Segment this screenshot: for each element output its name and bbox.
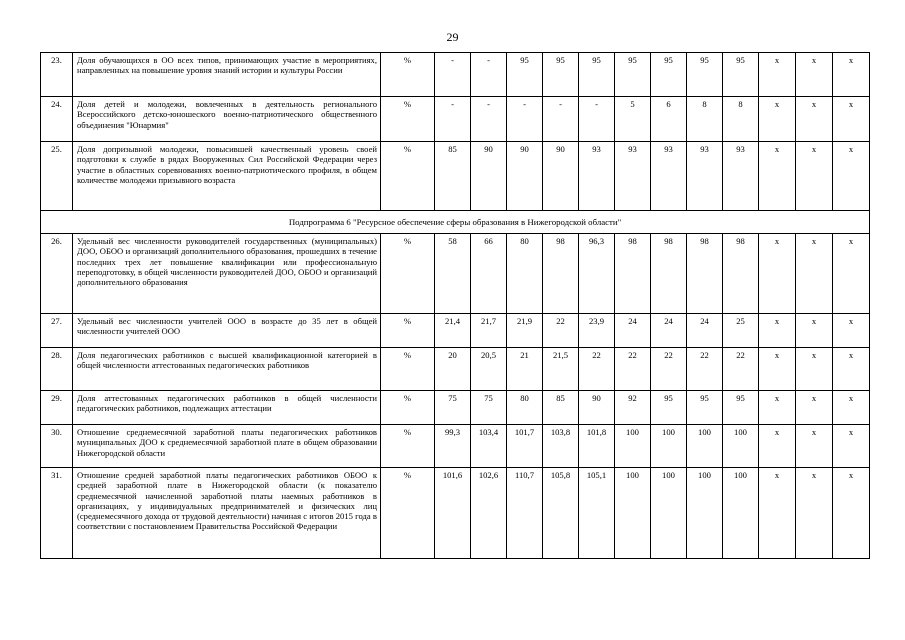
table-row [41, 97, 870, 142]
value-cell: 98 [651, 234, 687, 314]
value-cell: х [796, 348, 833, 391]
value-cell: 92 [615, 391, 651, 425]
value-cell: 80 [507, 391, 543, 425]
value-cell: 100 [723, 468, 759, 559]
value-cell: 80 [507, 234, 543, 314]
unit-cell: % [381, 142, 435, 211]
value-cell: х [796, 468, 833, 559]
indicator-description: Удельный вес численности учителей ООО в возрасте до 35 лет в общей численности учителей ООО [73, 314, 381, 348]
value-cell: 95 [579, 53, 615, 97]
value-cell: х [833, 348, 870, 391]
value-cell: 85 [543, 391, 579, 425]
value-cell: 101,7 [507, 425, 543, 468]
row-number: 24. [41, 97, 73, 142]
table-row [41, 234, 870, 314]
value-cell: 85 [435, 142, 471, 211]
indicator-description: Доля обучающихся в ОО всех типов, принимающих участие в мероприятиях, направленных на повышение уровня знаний истории и культуры России [73, 53, 381, 97]
value-cell: 100 [615, 425, 651, 468]
row-number: 28. [41, 348, 73, 391]
value-cell: х [759, 468, 796, 559]
value-cell: х [759, 234, 796, 314]
value-cell: х [796, 142, 833, 211]
value-cell: 101,8 [579, 425, 615, 468]
unit-cell: % [381, 348, 435, 391]
value-cell: 21,5 [543, 348, 579, 391]
value-cell: 98 [543, 234, 579, 314]
value-cell: 20 [435, 348, 471, 391]
table-row [41, 425, 870, 468]
value-cell: х [796, 234, 833, 314]
table-row [41, 53, 870, 97]
value-cell: 93 [651, 142, 687, 211]
row-number: 23. [41, 53, 73, 97]
value-cell: - [543, 97, 579, 142]
value-cell: х [759, 97, 796, 142]
value-cell: 21 [507, 348, 543, 391]
table-body [41, 53, 870, 559]
value-cell: х [833, 425, 870, 468]
value-cell: 95 [615, 53, 651, 97]
value-cell: 21,9 [507, 314, 543, 348]
value-cell: 93 [579, 142, 615, 211]
value-cell: 22 [579, 348, 615, 391]
row-number: 29. [41, 391, 73, 425]
table-row [41, 142, 870, 211]
value-cell: х [833, 142, 870, 211]
value-cell: 110,7 [507, 468, 543, 559]
value-cell: 105,1 [579, 468, 615, 559]
page-number: 29 [446, 30, 459, 44]
value-cell: 96,3 [579, 234, 615, 314]
value-cell: - [579, 97, 615, 142]
value-cell: х [759, 314, 796, 348]
value-cell: 21,4 [435, 314, 471, 348]
value-cell: 75 [435, 391, 471, 425]
value-cell: 100 [615, 468, 651, 559]
value-cell: 93 [615, 142, 651, 211]
value-cell: 58 [435, 234, 471, 314]
value-cell: 22 [723, 348, 759, 391]
unit-cell: % [381, 314, 435, 348]
value-cell: х [833, 314, 870, 348]
value-cell: - [507, 97, 543, 142]
value-cell: х [833, 97, 870, 142]
value-cell: 98 [723, 234, 759, 314]
value-cell: х [796, 53, 833, 97]
value-cell: 95 [723, 53, 759, 97]
value-cell: 5 [615, 97, 651, 142]
value-cell: 8 [687, 97, 723, 142]
value-cell: х [796, 97, 833, 142]
value-cell: х [833, 391, 870, 425]
value-cell: 8 [723, 97, 759, 142]
value-cell: х [759, 53, 796, 97]
table-row [41, 391, 870, 425]
value-cell: 98 [615, 234, 651, 314]
section-row [41, 211, 870, 234]
value-cell: 95 [543, 53, 579, 97]
value-cell: 24 [651, 314, 687, 348]
unit-cell: % [381, 97, 435, 142]
value-cell: 99,3 [435, 425, 471, 468]
value-cell: 22 [615, 348, 651, 391]
value-cell: 95 [651, 391, 687, 425]
value-cell: 100 [687, 425, 723, 468]
value-cell: 95 [651, 53, 687, 97]
value-cell: 100 [651, 425, 687, 468]
indicator-description: Доля педагогических работников с высшей квалификационной категорией в общей численности аттестованных педагогических работников [73, 348, 381, 391]
value-cell: - [471, 53, 507, 97]
value-cell: х [796, 391, 833, 425]
value-cell: 100 [723, 425, 759, 468]
indicator-description: Отношение среднемесячной заработной платы педагогических работников муниципальных ДОО к среднемесячной заработной плате в общем образовании Нижегородской области [73, 425, 381, 468]
unit-cell: % [381, 234, 435, 314]
indicator-description: Отношение средней заработной платы педагогических работников ОБОО к средней заработной плате в Нижегородской области (к показателю среднемесячной начисленной заработной платы наемных работников в организациях, у индивидуальных предпринимателей и физических лиц (среднемесячного дохода от трудовой деятельности) начиная с итогов 2015 года в соответствии с постановлением Правительства Российской Федерации [73, 468, 381, 559]
unit-cell: % [381, 391, 435, 425]
value-cell: 95 [723, 391, 759, 425]
value-cell: 22 [651, 348, 687, 391]
table-row [41, 348, 870, 391]
value-cell: х [759, 142, 796, 211]
value-cell: х [796, 314, 833, 348]
row-number: 30. [41, 425, 73, 468]
value-cell: х [759, 425, 796, 468]
value-cell: 100 [651, 468, 687, 559]
value-cell: х [759, 391, 796, 425]
row-number: 25. [41, 142, 73, 211]
value-cell: 90 [579, 391, 615, 425]
value-cell: 105,8 [543, 468, 579, 559]
section-title: Подпрограмма 6 "Ресурсное обеспечение сферы образования в Нижегородской области" [41, 211, 870, 234]
value-cell: 24 [687, 314, 723, 348]
value-cell: 22 [687, 348, 723, 391]
row-number: 31. [41, 468, 73, 559]
value-cell: 93 [687, 142, 723, 211]
value-cell: 95 [507, 53, 543, 97]
value-cell: 98 [687, 234, 723, 314]
value-cell: - [435, 53, 471, 97]
value-cell: 103,4 [471, 425, 507, 468]
value-cell: 25 [723, 314, 759, 348]
value-cell: 24 [615, 314, 651, 348]
value-cell: х [833, 53, 870, 97]
unit-cell: % [381, 468, 435, 559]
indicators-table [40, 52, 870, 559]
value-cell: 102,6 [471, 468, 507, 559]
value-cell: 90 [471, 142, 507, 211]
value-cell: х [796, 425, 833, 468]
table-row [41, 468, 870, 559]
value-cell: 95 [687, 53, 723, 97]
value-cell: 100 [687, 468, 723, 559]
table-row [41, 314, 870, 348]
value-cell: 21,7 [471, 314, 507, 348]
value-cell: 22 [543, 314, 579, 348]
value-cell: 75 [471, 391, 507, 425]
value-cell: 95 [687, 391, 723, 425]
indicator-description: Доля допризывной молодежи, повысившей качественный уровень своей подготовки к службе в рядах Вооруженных Сил Российской Федерации через участие в областных соревнованиях военно-патриотического профиля, в общем количестве молодежи призывного возраста [73, 142, 381, 211]
value-cell: 6 [651, 97, 687, 142]
value-cell: 101,6 [435, 468, 471, 559]
value-cell: 93 [723, 142, 759, 211]
value-cell: 90 [543, 142, 579, 211]
unit-cell: % [381, 425, 435, 468]
value-cell: 23,9 [579, 314, 615, 348]
value-cell: х [759, 348, 796, 391]
row-number: 27. [41, 314, 73, 348]
value-cell: х [833, 234, 870, 314]
value-cell: х [833, 468, 870, 559]
indicator-description: Доля аттестованных педагогических работников в общей численности педагогических работников, подлежащих аттестации [73, 391, 381, 425]
value-cell: 20,5 [471, 348, 507, 391]
value-cell: 66 [471, 234, 507, 314]
value-cell: 103,8 [543, 425, 579, 468]
indicator-description: Доля детей и молодежи, вовлеченных в деятельность регионального Всероссийского детско-юношеского военно-патриотического общественного объединения "Юнармия" [73, 97, 381, 142]
value-cell: - [471, 97, 507, 142]
row-number: 26. [41, 234, 73, 314]
unit-cell: % [381, 53, 435, 97]
value-cell: - [435, 97, 471, 142]
indicator-description: Удельный вес численности руководителей государственных (муниципальных) ДОО, ОБОО и организаций дополнительного образования, прошедших в течение последних трех лет повышение квалификации или профессиональную переподготовку, в общей численности руководителей ДОО, ОБОО и организаций дополнительного образования [73, 234, 381, 314]
value-cell: 90 [507, 142, 543, 211]
